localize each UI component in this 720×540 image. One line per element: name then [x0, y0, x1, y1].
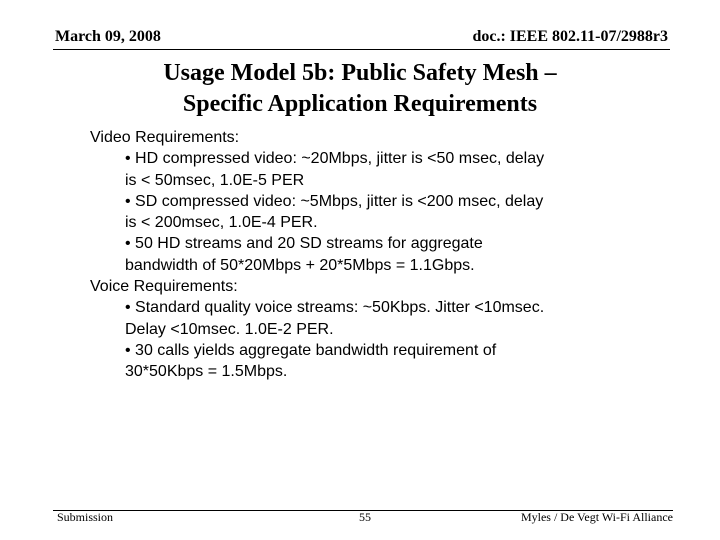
voice-line: • 30 calls yields aggregate bandwidth requirement of — [125, 341, 497, 359]
voice-line: • Standard quality voice streams: ~50Kbps. Jitter <10msec. — [125, 299, 545, 317]
header-date: March 09, 2008 — [55, 28, 161, 45]
slide-title-line-1: Usage Model 5b: Public Safety Mesh – — [163, 60, 557, 86]
footer-submission: Submission — [57, 510, 114, 524]
header-divider — [53, 49, 670, 50]
video-line: • 50 HD streams and 20 SD streams for aggregate — [125, 235, 483, 253]
video-line: bandwidth of 50*20Mbps + 20*5Mbps = 1.1Gbps. — [125, 256, 475, 274]
slide-title-line-2: Specific Application Requirements — [182, 91, 538, 117]
voice-line: 30*50Kbps = 1.5Mbps. — [125, 363, 288, 381]
voice-requirements-heading: Voice Requirements: — [90, 278, 238, 296]
video-line: • SD compressed video: ~5Mbps, jitter is <200 msec, delay — [125, 192, 544, 210]
footer-page-number: 55 — [359, 510, 371, 524]
video-line: is < 50msec, 1.0E-5 PER — [125, 171, 305, 189]
voice-line: Delay <10msec. 1.0E-2 PER. — [125, 320, 334, 338]
video-requirements-heading: Video Requirements: — [90, 129, 240, 146]
video-line: • HD compressed video: ~20Mbps, jitter is <50 msec, delay — [125, 150, 545, 168]
slide-title — [60, 58, 660, 120]
slide-body — [90, 127, 630, 383]
footer-authors: Myles / De Vegt Wi-Fi Alliance — [520, 510, 673, 524]
header-doc-id: doc.: IEEE 802.11-07/2988r3 — [472, 28, 668, 45]
video-line: is < 200msec, 1.0E-4 PER. — [125, 214, 318, 232]
